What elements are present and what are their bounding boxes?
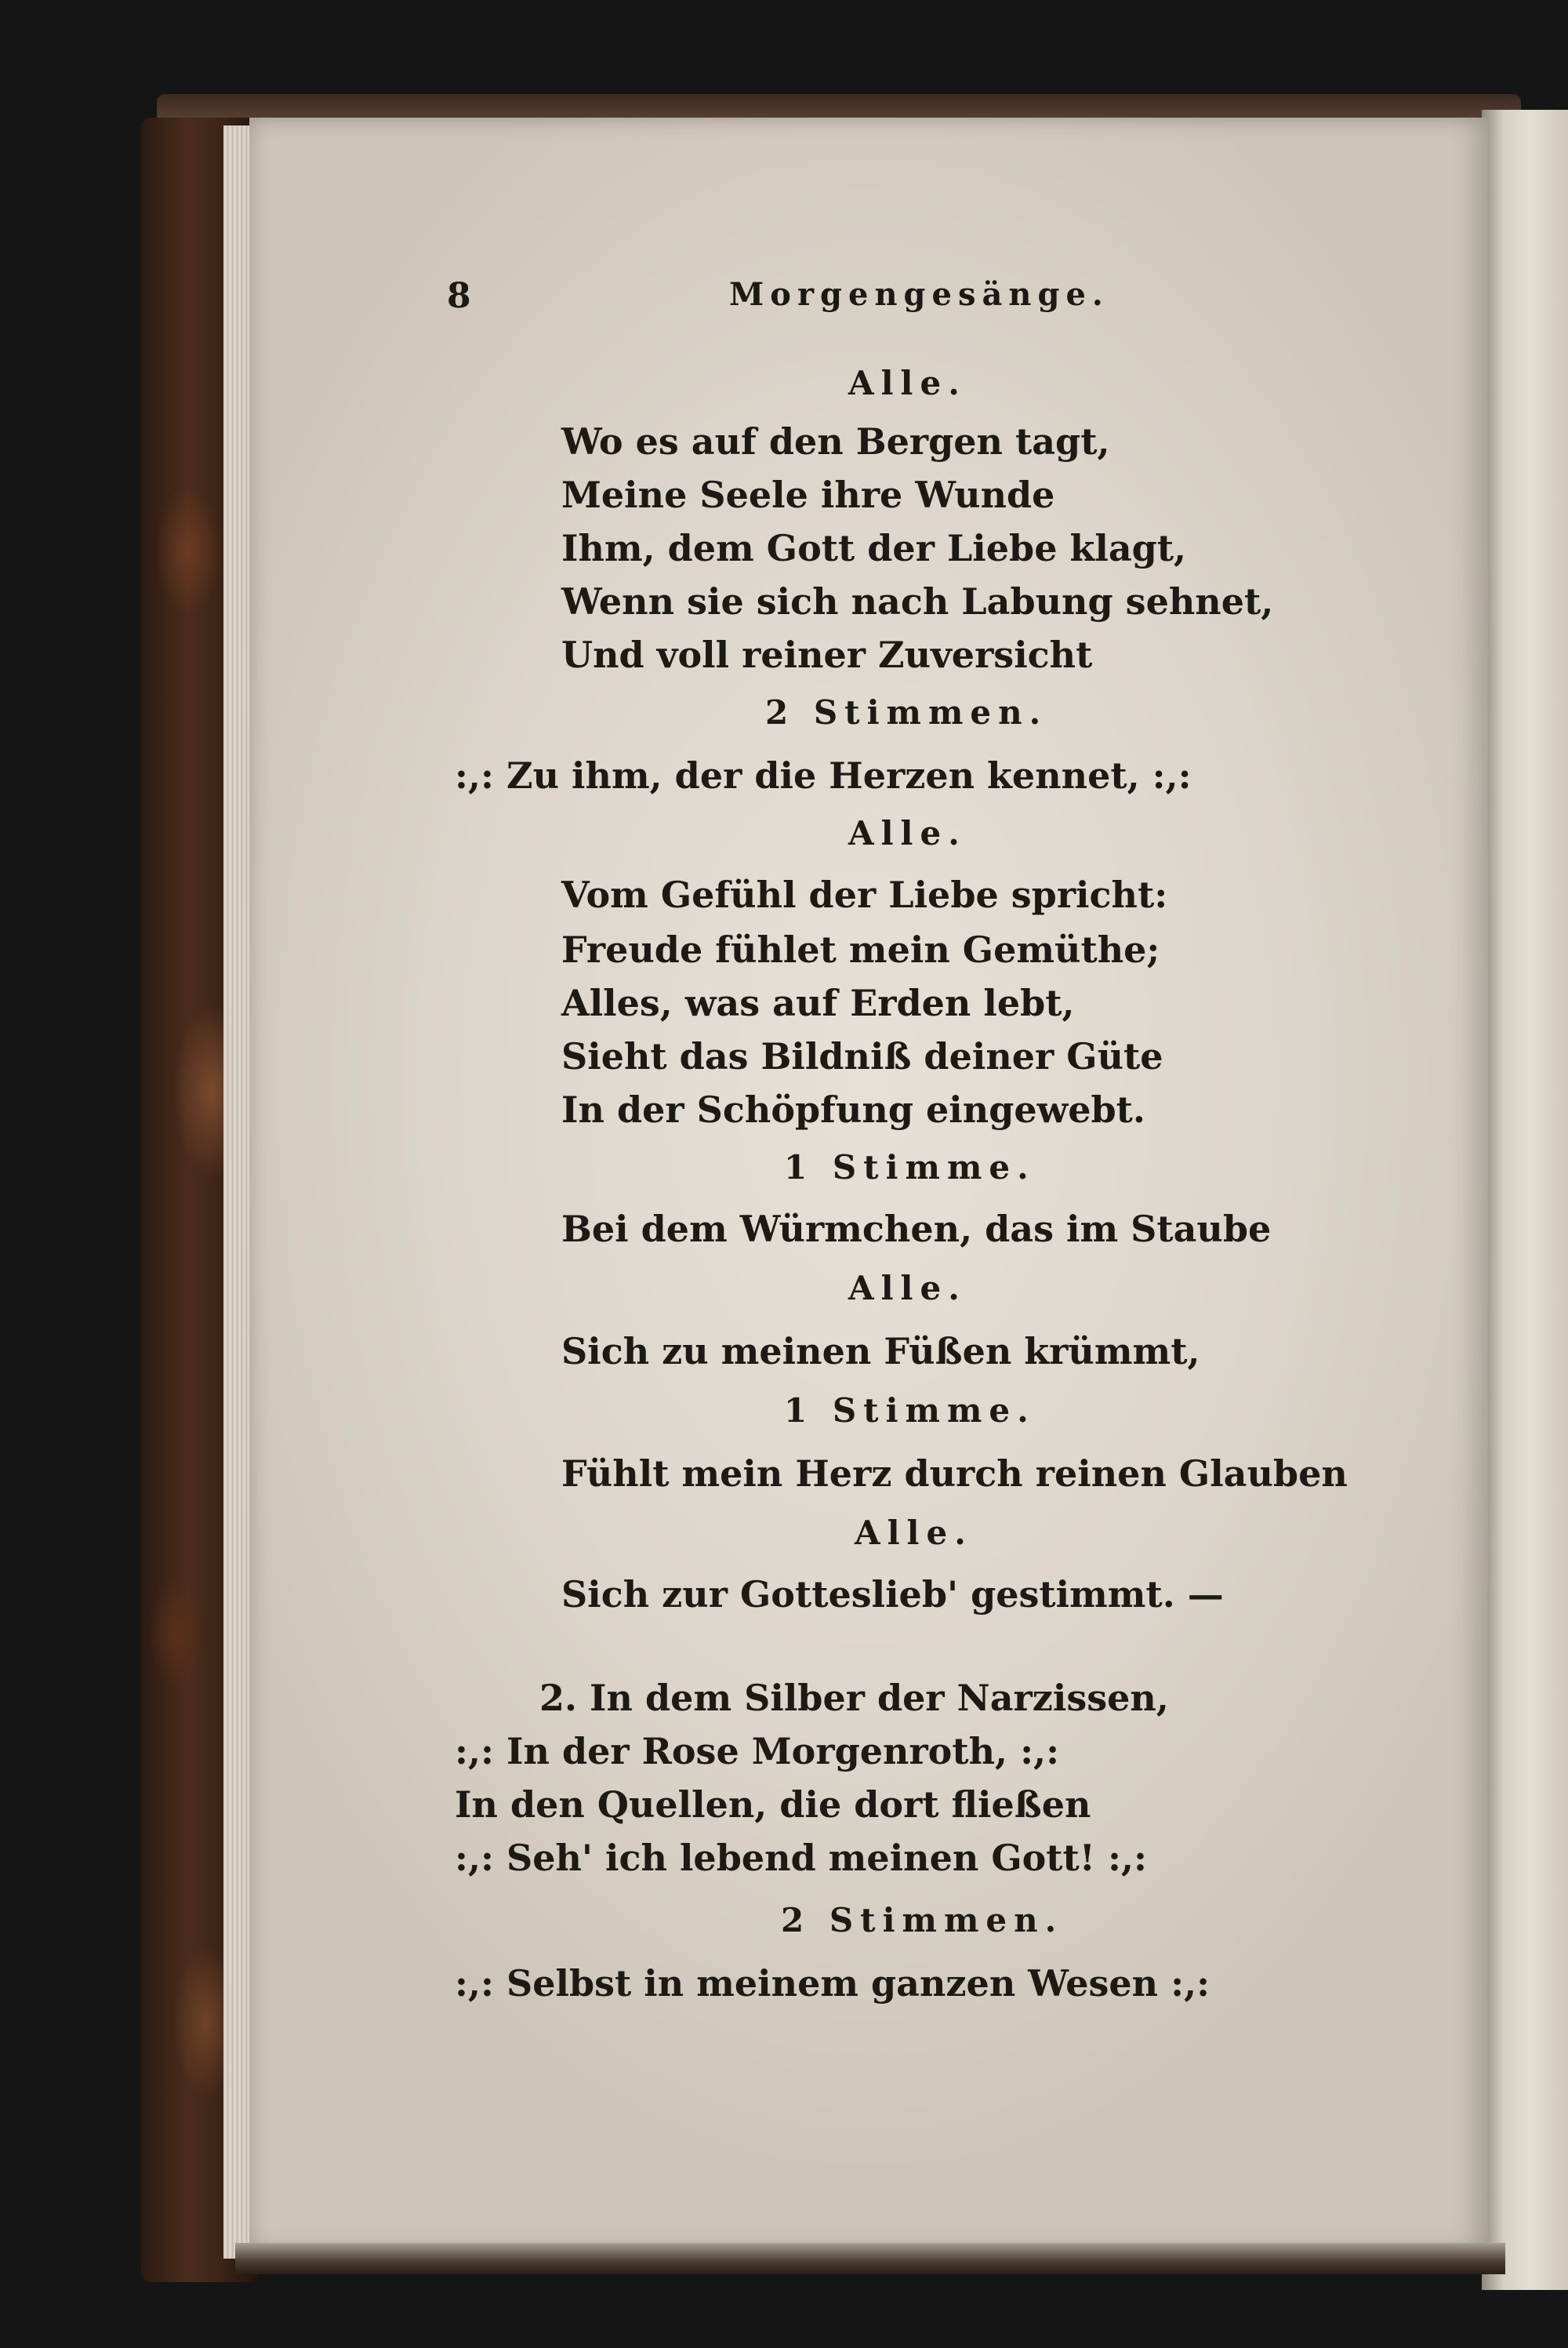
speaker-label: Alle. xyxy=(848,1269,967,1307)
running-head-title: Morgengesänge. xyxy=(729,276,1109,313)
verse-line: Sich zu meinen Füßen krümmt, xyxy=(561,1330,1200,1372)
verse-line: Und voll reiner Zuversicht xyxy=(561,634,1093,676)
verse-line: Sieht das Bildniß deiner Güte xyxy=(561,1035,1163,1078)
verse-line: Bei dem Würmchen, das im Staube xyxy=(561,1208,1272,1250)
book-bottom-edge xyxy=(235,2243,1505,2274)
speaker-label: 2 Stimmen. xyxy=(781,1901,1064,1939)
speaker-label: Alle. xyxy=(848,364,967,402)
verse-line: Sich zur Gotteslieb' gestimmt. — xyxy=(561,1573,1224,1616)
speaker-label: 1 Stimme. xyxy=(784,1391,1036,1430)
verse-line-repeat: :,: In der Rose Morgenroth, :,: xyxy=(455,1730,1060,1772)
verse-line-repeat: :,: Selbst in meinem ganzen Wesen :,: xyxy=(455,1962,1210,2005)
stanza-opening-line: 2. In dem Silber der Narzissen, xyxy=(539,1677,1169,1719)
facing-page-gutter xyxy=(1482,110,1568,2290)
verse-line: Wo es auf den Bergen tagt, xyxy=(561,420,1110,463)
speaker-label: 1 Stimme. xyxy=(784,1148,1036,1187)
speaker-label: 2 Stimmen. xyxy=(765,693,1048,732)
speaker-label: Alle. xyxy=(848,814,967,852)
verse-line: Alles, was auf Erden lebt, xyxy=(561,982,1075,1024)
verse-line-repeat: :,: Zu ihm, der die Herzen kennet, :,: xyxy=(455,754,1192,797)
verse-line: Freude fühlet mein Gemüthe; xyxy=(561,929,1160,971)
verse-line: In den Quellen, die dort fließen xyxy=(455,1783,1091,1826)
verse-line: Meine Seele ihre Wunde xyxy=(561,474,1055,516)
verse-line: Fühlt mein Herz durch reinen Glauben xyxy=(561,1452,1348,1495)
page-number: 8 xyxy=(447,276,471,316)
verse-line-repeat: :,: Seh' ich lebend meinen Gott! :,: xyxy=(455,1837,1147,1879)
verse-line: In der Schöpfung eingewebt. xyxy=(561,1089,1145,1131)
verse-line: Vom Gefühl der Liebe spricht: xyxy=(561,874,1168,916)
speaker-label: Alle. xyxy=(855,1514,973,1552)
verse-line: Wenn sie sich nach Labung sehnet, xyxy=(561,580,1274,623)
verse-line: Ihm, dem Gott der Liebe klagt, xyxy=(561,527,1187,569)
